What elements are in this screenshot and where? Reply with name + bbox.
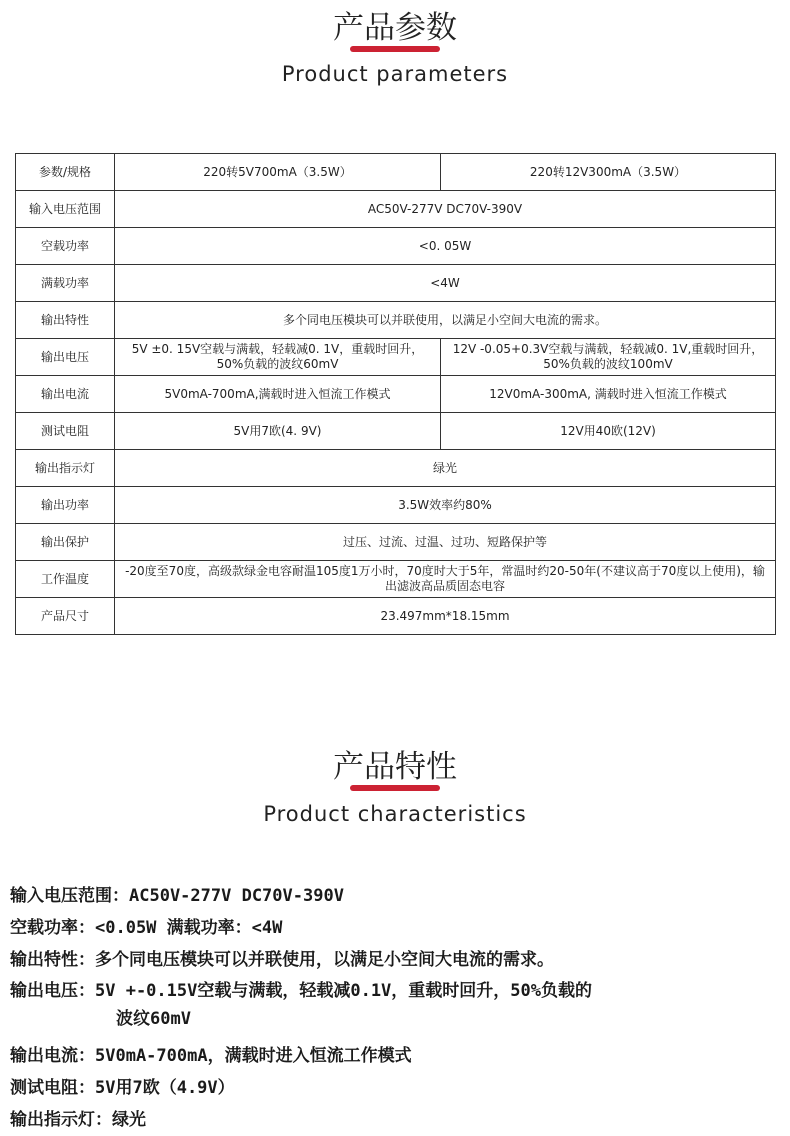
- row-value: 过压、过流、过温、过功、短路保护等: [115, 524, 776, 561]
- row-value: 绿光: [115, 450, 776, 487]
- feature-item: [10, 880, 780, 912]
- table-row: [16, 524, 776, 561]
- feature-item: [10, 944, 780, 976]
- row-label: 产品尺寸: [16, 598, 115, 635]
- row-label: 输出保护: [16, 524, 115, 561]
- feature-key: 空载功率：: [10, 918, 95, 938]
- feature-value: 5V +-0.15V空载与满载，轻载减0.1V，重载时回升，50%负载的: [95, 981, 592, 1001]
- row-label: 测试电阻: [16, 413, 115, 450]
- feature-item: [10, 1104, 780, 1136]
- table-header-cell: 220转5V700mA（3.5W）: [115, 154, 441, 191]
- row-label: 输出功率: [16, 487, 115, 524]
- features-title-underline: [350, 785, 440, 791]
- row-label: 满载功率: [16, 265, 115, 302]
- feature-value-continued: 波纹60mV: [116, 1009, 191, 1029]
- row-value-5v: 5V ±0. 15V空载与满载，轻载减0. 1V，重载时回升，50%负载的波纹60mV: [115, 339, 441, 376]
- feature-key: 输入电压范围：: [10, 886, 129, 906]
- parameters-table: [15, 153, 776, 635]
- row-label: 输出电流: [16, 376, 115, 413]
- row-label: 输出电压: [16, 339, 115, 376]
- feature-value: 5V0mA-700mA，满载时进入恒流工作模式: [95, 1046, 412, 1066]
- table-row: [16, 450, 776, 487]
- row-value-12v: 12V用40欧(12V): [441, 413, 776, 450]
- row-value: <0. 05W: [115, 228, 776, 265]
- row-value: AC50V-277V DC70V-390V: [115, 191, 776, 228]
- features-list: [10, 880, 780, 1136]
- row-value: <4W: [115, 265, 776, 302]
- table-row: [16, 191, 776, 228]
- row-value: 多个同电压模块可以并联使用，以满足小空间大电流的需求。: [115, 302, 776, 339]
- row-value-12v: 12V -0.05+0.3V空载与满载，轻载减0. 1V,重载时回升，50%负载的波纹100mV: [441, 339, 776, 376]
- table-header-cell: 220转12V300mA（3.5W）: [441, 154, 776, 191]
- params-title: 产品参数: [333, 10, 457, 46]
- feature-item: [10, 1040, 780, 1072]
- table-header-row: [16, 154, 776, 191]
- feature-value: 多个同电压模块可以并联使用，以满足小空间大电流的需求。: [95, 950, 554, 970]
- row-value-5v: 5V用7欧(4. 9V): [115, 413, 441, 450]
- row-label: 输入电压范围: [16, 191, 115, 228]
- feature-key: 输出指示灯：: [10, 1110, 112, 1130]
- table-header-cell: 参数/规格: [16, 154, 115, 191]
- row-value: 3.5W效率约80%: [115, 487, 776, 524]
- params-title-underline: [350, 46, 440, 52]
- feature-item: [10, 976, 780, 1040]
- table-row: [16, 413, 776, 450]
- feature-value: 5V用7欧（4.9V）: [95, 1078, 235, 1098]
- feature-value: AC50V-277V DC70V-390V: [129, 886, 344, 906]
- features-title: 产品特性: [333, 749, 457, 785]
- feature-value: 绿光: [112, 1110, 146, 1130]
- table-row: [16, 302, 776, 339]
- row-label: 输出指示灯: [16, 450, 115, 487]
- table-row: [16, 339, 776, 376]
- table-row: [16, 228, 776, 265]
- row-label: 工作温度: [16, 561, 115, 598]
- row-label: 输出特性: [16, 302, 115, 339]
- row-label: 空载功率: [16, 228, 115, 265]
- features-subtitle: Product characteristics: [263, 802, 527, 826]
- feature-item: [10, 1072, 780, 1104]
- params-subtitle: Product parameters: [281, 62, 509, 86]
- table-row: [16, 265, 776, 302]
- feature-item: [10, 912, 780, 944]
- feature-key: 测试电阻：: [10, 1078, 95, 1098]
- feature-key: 输出电流：: [10, 1046, 95, 1066]
- feature-key: 输出电压：: [10, 981, 95, 1001]
- row-value-5v: 5V0mA-700mA,满载时进入恒流工作模式: [115, 376, 441, 413]
- table-row: [16, 561, 776, 598]
- row-value-12v: 12V0mA-300mA, 满载时进入恒流工作模式: [441, 376, 776, 413]
- table-row: [16, 598, 776, 635]
- row-value: -20度至70度，高级款绿金电容耐温105度1万小时，70度时大于5年，常温时约20-50年(不建议高于70度以上使用)，输出滤波高品质固态电容: [115, 561, 776, 598]
- table-row: [16, 376, 776, 413]
- feature-key: 输出特性：: [10, 950, 95, 970]
- row-value: 23.497mm*18.15mm: [115, 598, 776, 635]
- feature-value: <0.05W 满载功率：<4W: [95, 918, 283, 938]
- table-row: [16, 487, 776, 524]
